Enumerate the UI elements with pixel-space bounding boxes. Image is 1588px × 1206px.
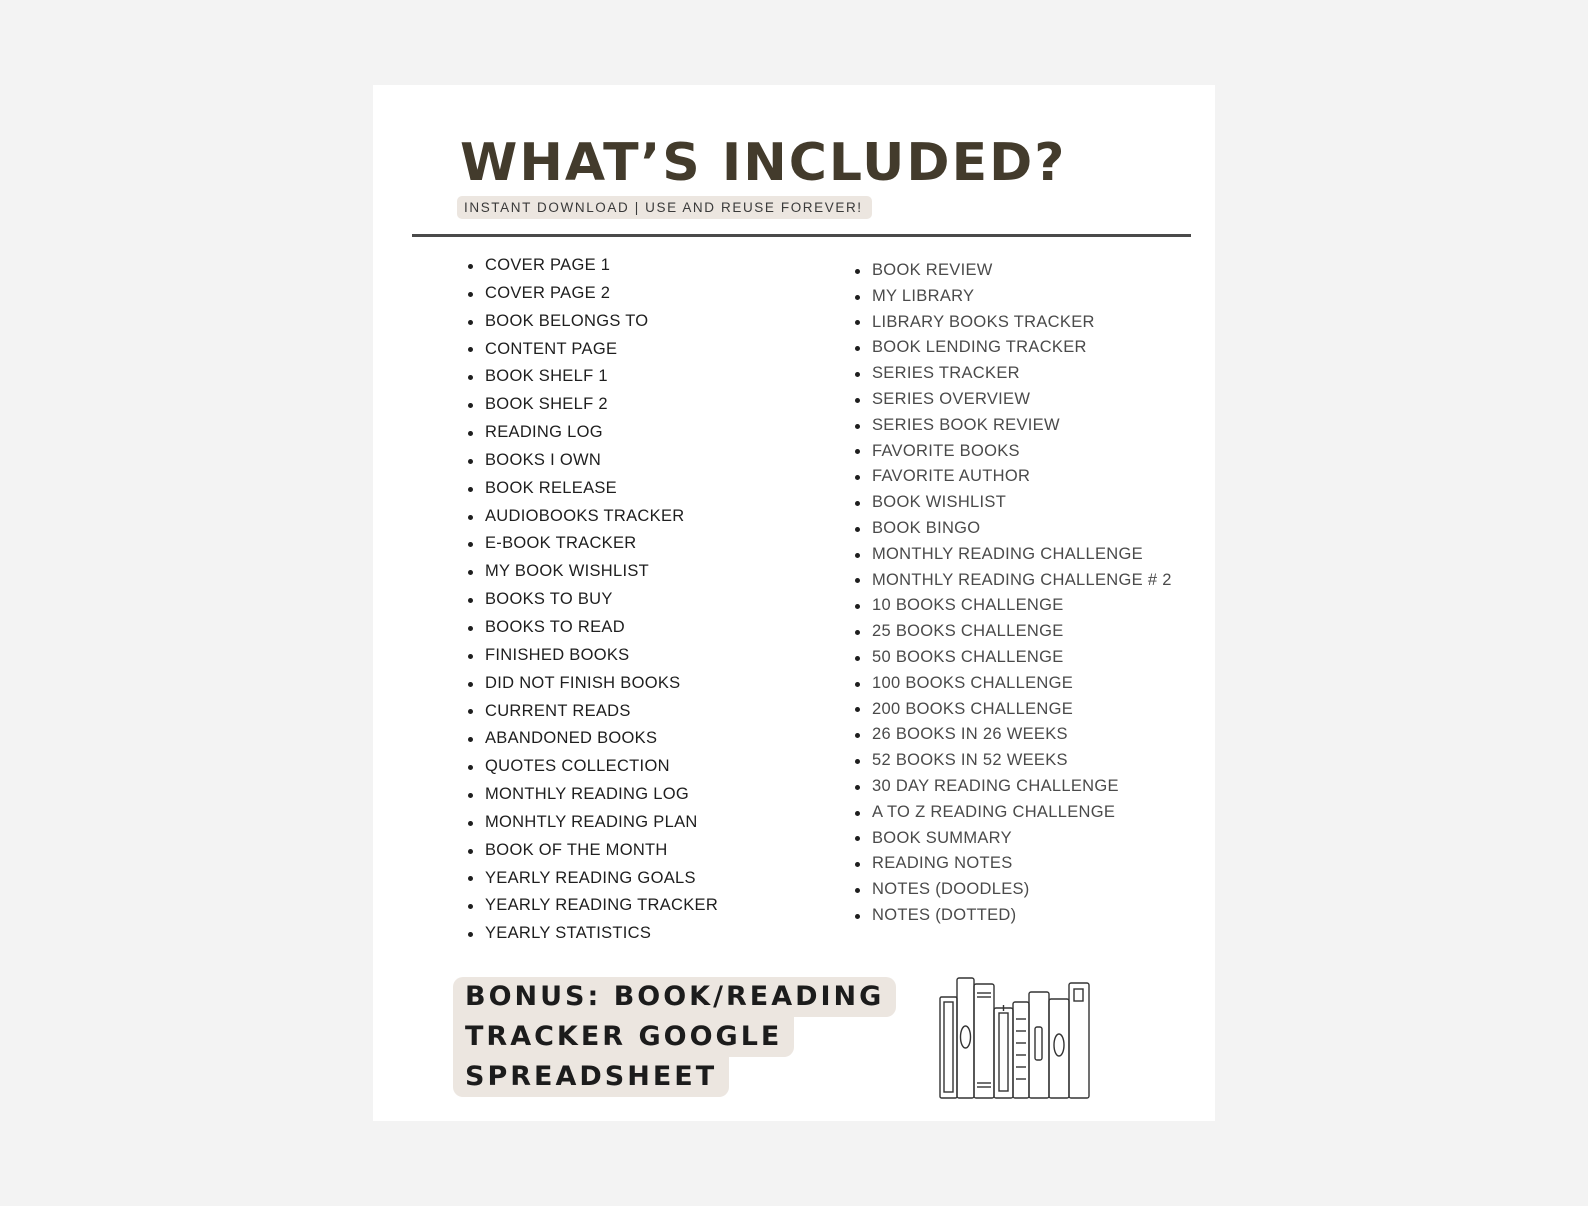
product-sheet xyxy=(373,85,1215,1121)
list-item: 50 BOOKS CHALLENGE xyxy=(853,645,1172,671)
included-list-left xyxy=(466,252,718,948)
list-item: NOTES (DOODLES) xyxy=(853,877,1172,903)
list-item: 52 BOOKS IN 52 WEEKS xyxy=(853,748,1172,774)
list-item: MY BOOK WISHLIST xyxy=(466,558,718,586)
list-item: BOOK OF THE MONTH xyxy=(466,837,718,865)
list-item: YEARLY READING GOALS xyxy=(466,865,718,893)
bonus-line: SPREADSHEET xyxy=(453,1057,729,1097)
bonus-callout xyxy=(453,977,896,1097)
list-item: YEARLY READING TRACKER xyxy=(466,892,718,920)
list-item: MONTHLY READING LOG xyxy=(466,781,718,809)
list-item: QUOTES COLLECTION xyxy=(466,753,718,781)
bonus-line: BONUS: BOOK/READING xyxy=(453,977,896,1017)
list-item: 200 BOOKS CHALLENGE xyxy=(853,697,1172,723)
list-item: FINISHED BOOKS xyxy=(466,642,718,670)
bonus-line: TRACKER GOOGLE xyxy=(453,1017,794,1057)
list-item: BOOKS TO BUY xyxy=(466,586,718,614)
list-item: 30 DAY READING CHALLENGE xyxy=(853,774,1172,800)
list-item: MONHTLY READING PLAN xyxy=(466,809,718,837)
list-item: READING NOTES xyxy=(853,851,1172,877)
list-item: 26 BOOKS IN 26 WEEKS xyxy=(853,722,1172,748)
list-item: 25 BOOKS CHALLENGE xyxy=(853,619,1172,645)
list-item: NOTES (DOTTED) xyxy=(853,903,1172,929)
list-item: BOOKS I OWN xyxy=(466,447,718,475)
list-item: COVER PAGE 1 xyxy=(466,252,718,280)
list-item: BOOK WISHLIST xyxy=(853,490,1172,516)
list-item: BOOK SHELF 1 xyxy=(466,363,718,391)
list-item: A TO Z READING CHALLENGE xyxy=(853,800,1172,826)
included-list-right xyxy=(853,258,1172,929)
list-item: CURRENT READS xyxy=(466,698,718,726)
list-item: MONTHLY READING CHALLENGE xyxy=(853,542,1172,568)
page-title: WHAT’S INCLUDED? xyxy=(460,133,1067,193)
list-item: BOOK SHELF 2 xyxy=(466,391,718,419)
subtitle-badge: INSTANT DOWNLOAD | USE AND REUSE FOREVER! xyxy=(457,196,872,219)
list-item: E-BOOK TRACKER xyxy=(466,530,718,558)
list-item: BOOKS TO READ xyxy=(466,614,718,642)
list-item: CONTENT PAGE xyxy=(466,336,718,364)
list-item: DID NOT FINISH BOOKS xyxy=(466,670,718,698)
list-item: BOOK LENDING TRACKER xyxy=(853,335,1172,361)
list-item: 100 BOOKS CHALLENGE xyxy=(853,671,1172,697)
list-item: MY LIBRARY xyxy=(853,284,1172,310)
list-item: BOOK REVIEW xyxy=(853,258,1172,284)
list-item: BOOK SUMMARY xyxy=(853,826,1172,852)
divider xyxy=(412,234,1191,237)
list-item: MONTHLY READING CHALLENGE # 2 xyxy=(853,568,1172,594)
list-item: FAVORITE BOOKS xyxy=(853,439,1172,465)
list-item: YEARLY STATISTICS xyxy=(466,920,718,948)
books-icon xyxy=(939,975,1099,1099)
list-item: BOOK BINGO xyxy=(853,516,1172,542)
list-item: ABANDONED BOOKS xyxy=(466,725,718,753)
list-item: FAVORITE AUTHOR xyxy=(853,464,1172,490)
list-item: COVER PAGE 2 xyxy=(466,280,718,308)
list-item: BOOK RELEASE xyxy=(466,475,718,503)
list-item: LIBRARY BOOKS TRACKER xyxy=(853,310,1172,336)
list-item: SERIES BOOK REVIEW xyxy=(853,413,1172,439)
list-item: READING LOG xyxy=(466,419,718,447)
list-item: 10 BOOKS CHALLENGE xyxy=(853,593,1172,619)
list-item: AUDIOBOOKS TRACKER xyxy=(466,503,718,531)
list-item: BOOK BELONGS TO xyxy=(466,308,718,336)
list-item: SERIES OVERVIEW xyxy=(853,387,1172,413)
list-item: SERIES TRACKER xyxy=(853,361,1172,387)
